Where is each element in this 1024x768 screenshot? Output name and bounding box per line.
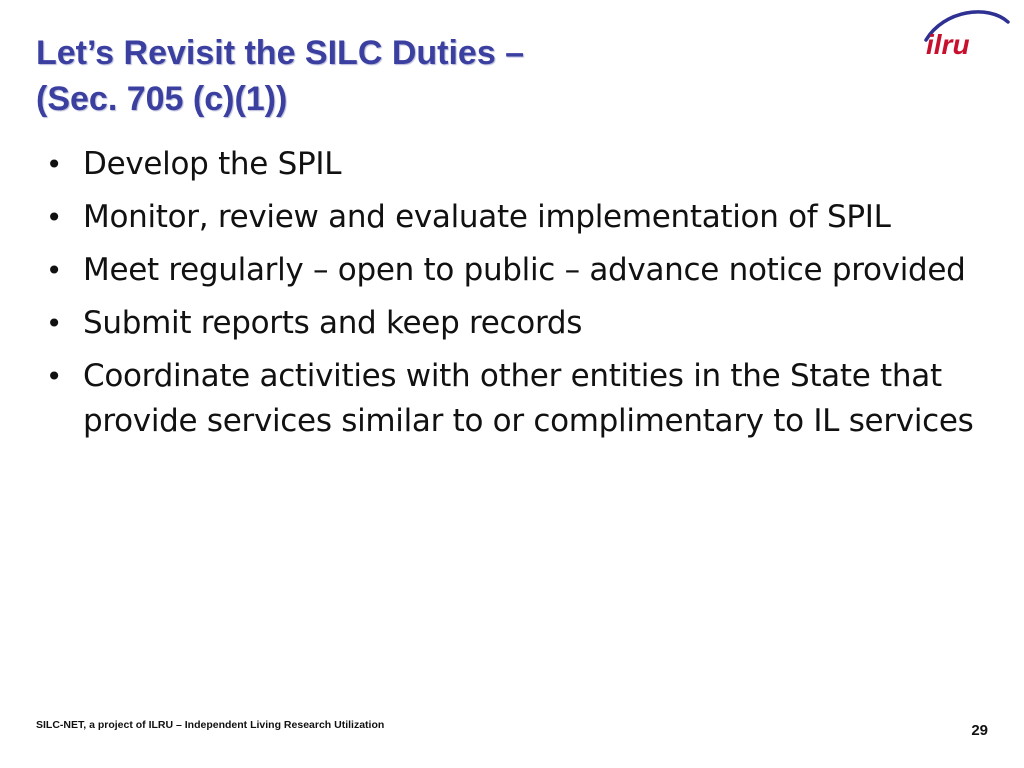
list-item-text: Monitor, review and evaluate implementation of SPIL <box>83 199 891 235</box>
list-item-text: Develop the SPIL <box>83 146 342 182</box>
list-item-text: Meet regularly – open to public – advance notice provided <box>83 252 966 288</box>
list-item <box>44 195 994 240</box>
list-item <box>44 248 994 293</box>
list-item <box>44 301 994 346</box>
slide-title-line-1: Let’s Revisit the SILC Duties – <box>36 34 525 72</box>
page-number: 29 <box>971 722 988 739</box>
slide-title <box>36 30 856 122</box>
bullet-icon: • <box>45 201 63 234</box>
bullet-icon: • <box>45 254 63 287</box>
logo-text: ilru <box>926 29 970 60</box>
list-item-text: Submit reports and keep records <box>83 305 583 341</box>
slide-title-line-2: (Sec. 705 (c)(1)) <box>36 80 288 118</box>
bullet-icon: • <box>45 360 63 393</box>
bullet-icon: • <box>45 307 63 340</box>
list-item-text: Coordinate activities with other entities in the State that provide services similar to or complimentary to IL services <box>83 358 974 439</box>
duties-list <box>44 142 994 452</box>
bullet-icon: • <box>45 148 63 181</box>
footer-text: SILC-NET, a project of ILRU – Independent Living Research Utilization <box>36 719 385 731</box>
list-item <box>44 354 994 444</box>
list-item <box>44 142 994 187</box>
ilru-logo-icon <box>916 8 1012 64</box>
